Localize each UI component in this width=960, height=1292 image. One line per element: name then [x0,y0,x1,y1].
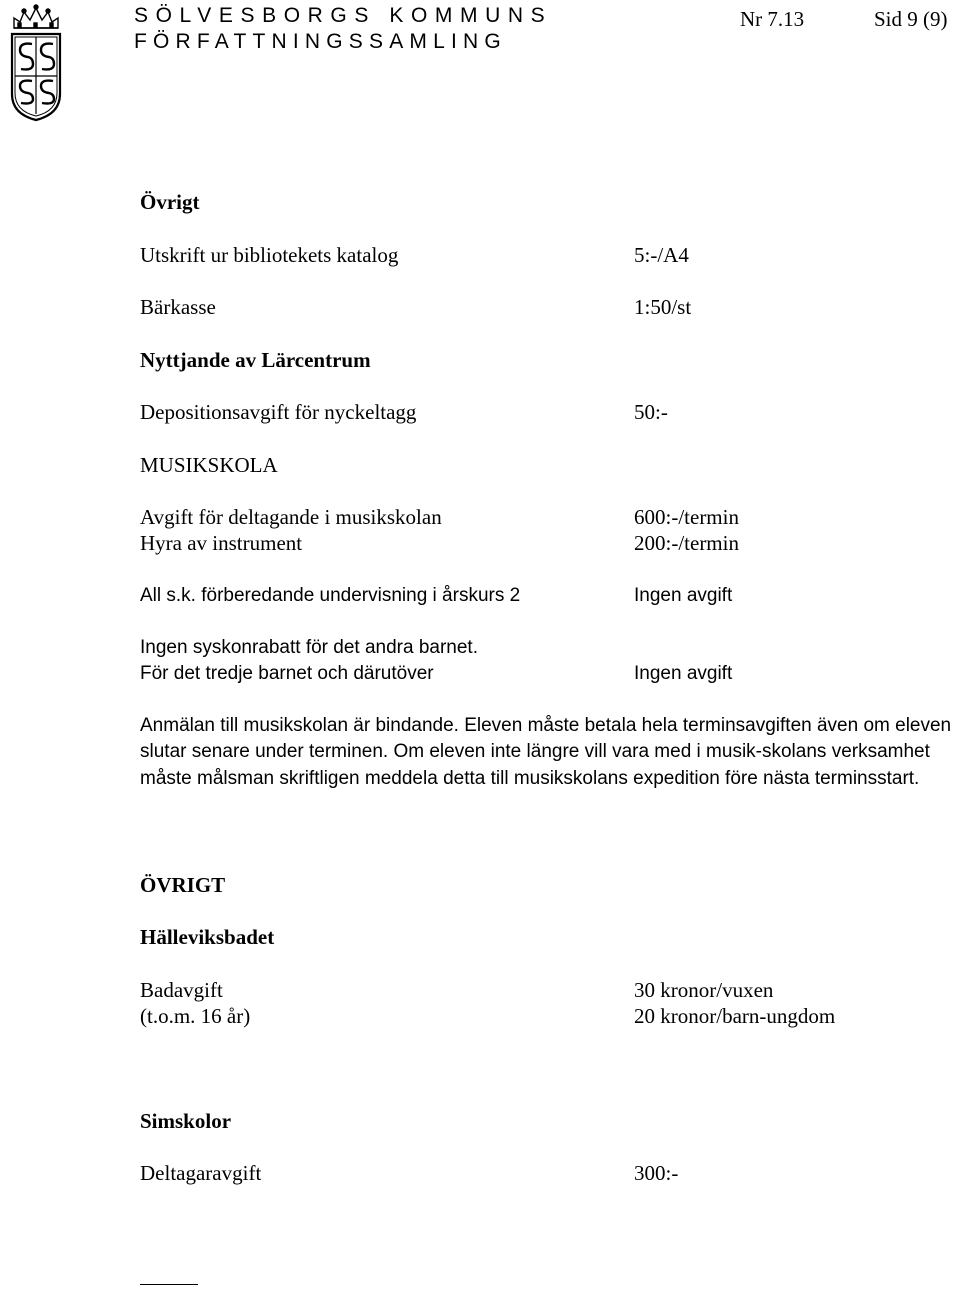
fee-value: 30 kronor/vuxen [634,978,774,1002]
fee-value: 300:- [634,1161,679,1185]
fee-value: Ingen avgift [634,585,733,606]
fee-value: 20 kronor/barn-ungdom [634,1004,836,1028]
section-heading-ovrigt: Övrigt [140,190,200,214]
fee-value: 600:-/termin [634,505,739,529]
fee-value: 5:-/A4 [634,243,689,267]
fee-label: Deltagaravgift [140,1161,262,1185]
fee-label: All s.k. förberedande undervisning i årskurs 2 [140,585,521,606]
document-number: Nr 7.13 [740,7,805,31]
fee-label: För det tredje barnet och därutöver [140,663,434,684]
page-indicator: Sid 9 (9) [874,7,948,31]
fee-value: 200:-/termin [634,531,739,555]
section-heading-simskolor: Simskolor [140,1109,232,1133]
fee-label: Badavgift [140,978,223,1002]
footer-divider [140,1284,198,1285]
fee-label: Avgift för deltagande i musikskolan [140,505,442,529]
fee-label: Depositionsavgift för nyckeltagg [140,400,417,424]
municipality-name: SÖLVESBORGS KOMMUNS [134,4,553,27]
registration-notice: Anmälan till musikskolan är bindande. Eleven måste betala hela terminsavgiften även om eleven slutar senare under terminen. Om eleven inte längre vill vara med i musik-skolans verksamhet måste målsman skriftligen meddela detta till musikskolans expedition före nästa terminsstart. [140,715,952,789]
fee-label: Hyra av instrument [140,531,303,555]
section-heading-musikskola: MUSIKSKOLA [140,453,278,477]
coat-of-arms-logo [8,4,64,122]
fee-label-note: (t.o.m. 16 år) [140,1004,251,1028]
fee-label: Utskrift ur bibliotekets katalog [140,243,399,267]
fee-value: 1:50/st [634,295,692,319]
fee-value: 50:- [634,400,668,424]
section-heading-larcentrum: Nyttjande av Lärcentrum [140,348,371,372]
subheading-halleviksbadet: Hälleviksbadet [140,925,275,949]
section-heading-ovrigt-2: ÖVRIGT [140,873,226,897]
sibling-discount-note: Ingen syskonrabatt för det andra barnet. [140,637,478,658]
fee-label: Bärkasse [140,295,216,319]
fee-value: Ingen avgift [634,663,733,684]
collection-title: FÖRFATTNINGSSAMLING [134,30,507,53]
